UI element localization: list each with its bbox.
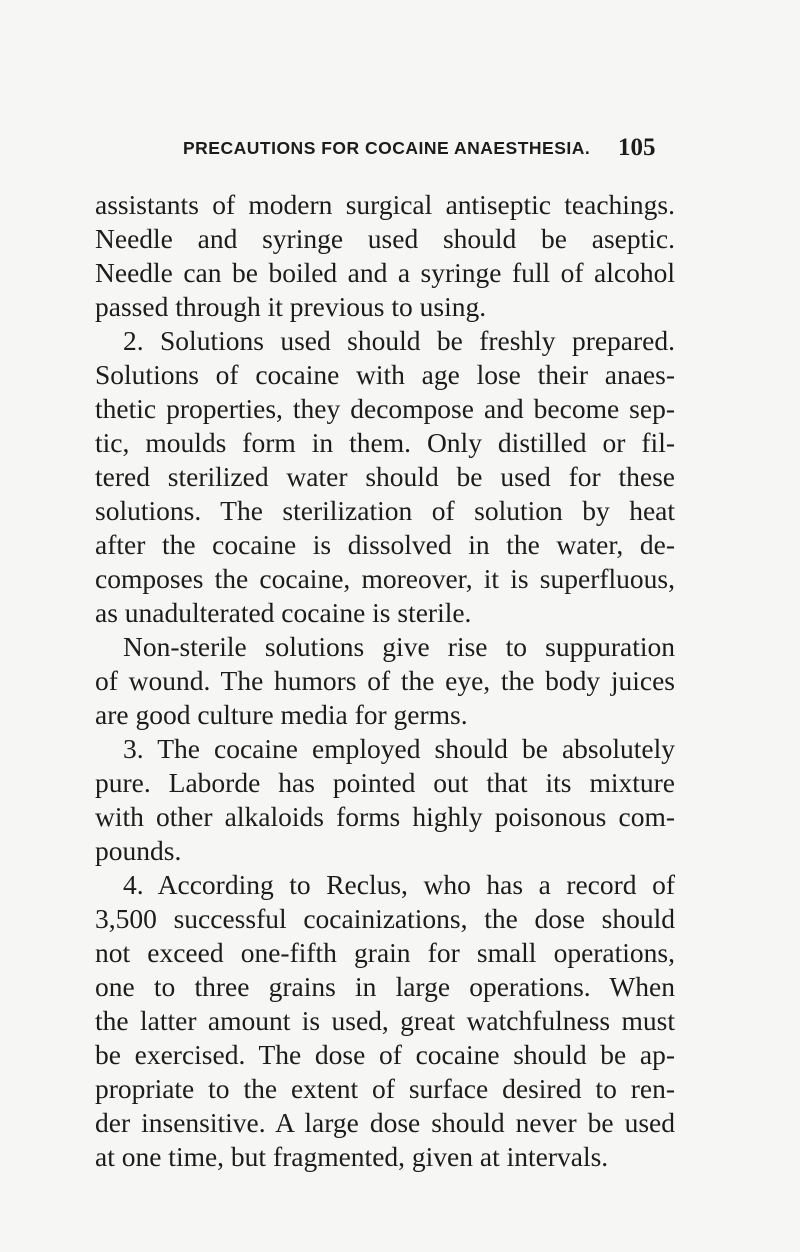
text-line: are good culture media for germs. <box>95 699 468 730</box>
text-line: der insensitive. A large dose should never be used <box>95 1107 675 1138</box>
text-line: Needle and syringe used should be aseptic. <box>95 223 675 254</box>
text-line: one to three grains in large operations. When <box>95 971 675 1002</box>
text-line: 3. The cocaine employed should be absolutely <box>123 733 675 764</box>
text-line: solutions. The sterilization of solution by heat <box>95 495 675 526</box>
text-line: of wound. The humors of the eye, the body juices <box>95 665 675 696</box>
text-line: with other alkaloids forms highly poisonous com- <box>95 801 675 832</box>
text-line: assistants of modern surgical antiseptic teachings. <box>95 189 675 220</box>
text-line: 4. According to Reclus, who has a record of <box>123 869 675 900</box>
text-line: as unadulterated cocaine is sterile. <box>95 597 472 628</box>
text-line: Solutions of cocaine with age lose their anaes- <box>95 359 675 390</box>
text-line: Non-sterile solutions give rise to suppuration <box>123 631 675 662</box>
running-head <box>0 134 800 164</box>
text-line: at one time, but fragmented, given at intervals. <box>95 1141 609 1172</box>
text-line: not exceed one-fifth grain for small operations, <box>95 937 675 968</box>
text-line: composes the cocaine, moreover, it is superfluous, <box>95 563 675 594</box>
text-line: Needle can be boiled and a syringe full of alcohol <box>95 257 675 288</box>
text-line: the latter amount is used, great watchfulness must <box>95 1005 675 1036</box>
body-text <box>95 188 675 1174</box>
text-line: tic, moulds form in them. Only distilled or fil- <box>95 427 675 458</box>
text-line: passed through it previous to using. <box>95 291 487 322</box>
running-title: PRECAUTIONS FOR COCAINE ANAESTHESIA. <box>183 138 591 158</box>
text-line: 2. Solutions used should be freshly prepared. <box>123 325 675 356</box>
text-line: tered sterilized water should be used for these <box>95 461 675 492</box>
text-line: propriate to the extent of surface desired to ren- <box>95 1073 675 1104</box>
text-line: after the cocaine is dissolved in the water, de- <box>95 529 675 560</box>
text-line: thetic properties, they decompose and become sep- <box>95 393 675 424</box>
text-line: pounds. <box>95 835 182 866</box>
text-line: 3,500 successful cocainizations, the dose should <box>95 903 675 934</box>
page-number: 105 <box>618 134 656 161</box>
text-line: pure. Laborde has pointed out that its mixture <box>95 767 675 798</box>
text-line: be exercised. The dose of cocaine should be ap- <box>95 1039 675 1070</box>
